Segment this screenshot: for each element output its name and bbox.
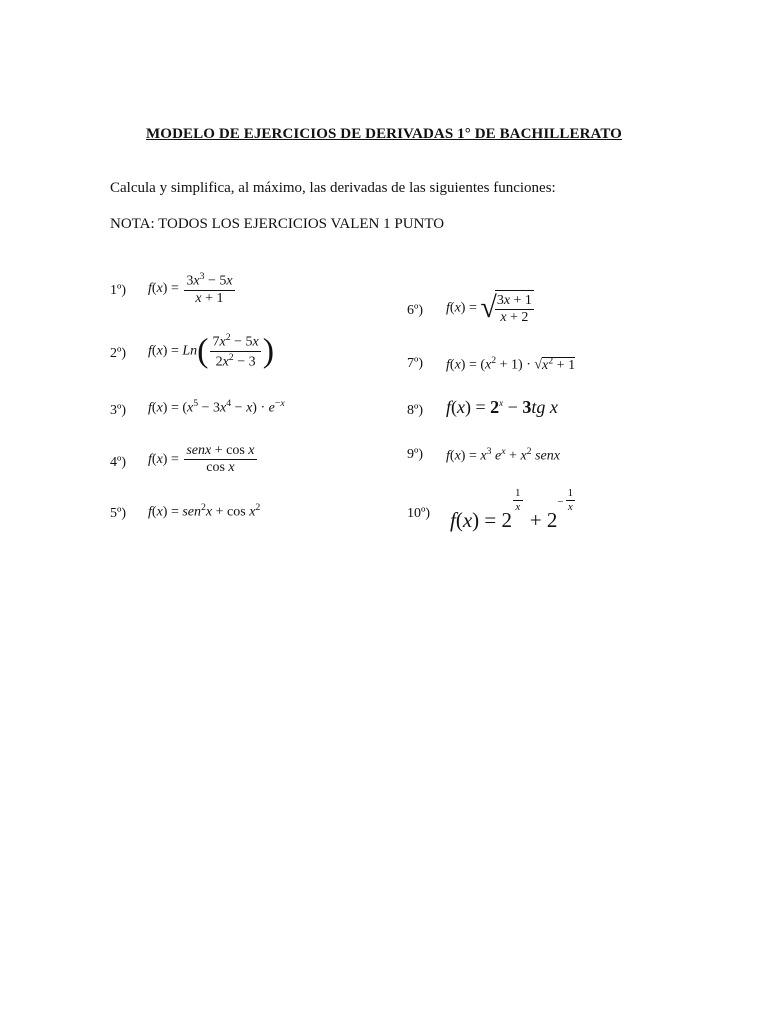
exercise-8-label: 8º) [407,403,424,418]
exercise-5-label: 5º) [110,506,127,521]
exercise-1-label: 1º) [110,283,127,298]
exercise-6-label: 6º) [407,303,424,318]
exercise-7-formula: $f(x) = (x^2 + 1) \cdot √x^2 + 1$ [446,355,576,373]
exercise-2-formula: f(x) = Ln( $\frac{7x^2 - 5x}{2x^2 - 3}$ ) [148,332,275,370]
exercise-9-formula: $f(x) = x^3$ $e^x + x^2$ senx [446,446,560,464]
exercise-9-label: 9º) [407,447,424,462]
exercise-10-label: 10º) [407,506,431,521]
instruction-text: Calcula y simplifica, al máximo, las derivadas de las siguientes funciones: [110,180,556,196]
exercise-6-formula: f(x) = √ $\frac{3x + 1}{x + 2}$ [446,291,532,326]
note-text: NOTA: TODOS LOS EJERCICIOS VALEN 1 PUNTO [110,216,445,232]
exercise-4-formula: f(x) = $\frac{\text{senx + cos x}}{\text{cos x}}$ [148,443,255,476]
exercise-4-label: 4º) [110,455,127,470]
exercise-2-label: 2º) [110,346,127,361]
exercise-3-label: 3º) [110,403,127,418]
exercise-3-formula: $f(x) = (x^5 - 3x^4 - x) \cdot e^{-x}$ [148,398,285,416]
exercise-1-formula: f(x) = $\frac{3x^3 - 5x}{x + 1}$ [148,271,233,306]
exercise-5-formula: $f(x) = sen^2x + \cos x^2$ [148,502,261,520]
exercise-10-formula: f(x) = 2 $\frac{1}{x}$ + 2− $\frac{1}{x}$ [450,487,574,532]
page-title: MODELO DE EJERCICIOS DE DERIVADAS 1° DE BACHILLERATO [146,126,622,142]
exercise-7-label: 7º) [407,356,424,371]
exercise-8-formula: $f(x) = 2^x - 3tg$ x [446,397,558,417]
